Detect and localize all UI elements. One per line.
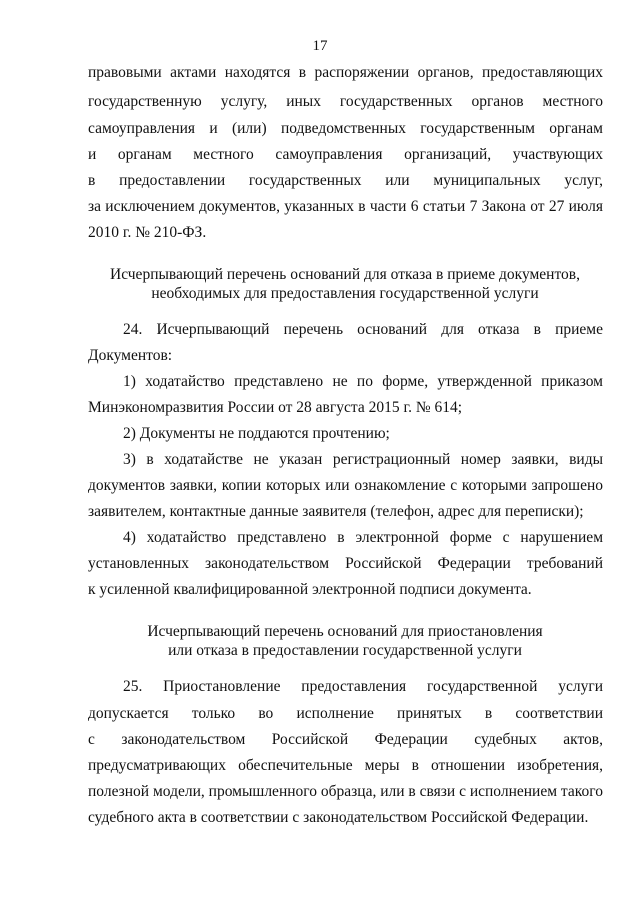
section-heading-line: Исчерпывающий перечень оснований для отказа в приеме документов, [110, 266, 580, 283]
paragraph-line: государственную услугу, иных государственных органов местного [88, 93, 603, 110]
paragraph-line: Документов: [88, 347, 173, 364]
section-heading-line: Исчерпывающий перечень оснований для приостановления [147, 623, 543, 640]
paragraph-line: 1) ходатайство представлено не по форме, утвержденной приказом [123, 373, 603, 390]
paragraph-line: к усиленной квалифицированной электронной подписи документа. [88, 581, 532, 598]
paragraph-line: допускается только во исполнение принятых в соответствии [88, 705, 603, 722]
paragraph-line: заявителем, контактные данные заявителя (телефон, адрес для переписки); [88, 503, 584, 520]
paragraph-line: 24. Исчерпывающий перечень оснований для отказа в приеме [123, 321, 603, 338]
paragraph-line: самоуправления и (или) подведомственных государственным органам [88, 120, 603, 137]
paragraph-line: полезной модели, промышленного образца, или в связи с исполнением такого [88, 783, 603, 800]
paragraph-line: с законодательством Российской Федерации судебных актов, [88, 731, 603, 748]
paragraph-line: правовыми актами находятся в распоряжении органов, предоставляющих [88, 64, 603, 81]
paragraph-line: предусматривающих обеспечительные меры в отношении изобретения, [88, 757, 603, 774]
paragraph-line: 2010 г. № 210-ФЗ. [88, 224, 207, 241]
section-heading-line: или отказа в предоставлении государственной услуги [168, 642, 522, 659]
paragraph-line: документов заявки, копии которых или ознакомление с которыми запрошено [88, 477, 603, 494]
paragraph-line: в предоставлении государственных или муниципальных услуг, [88, 172, 603, 189]
paragraph-line: за исключением документов, указанных в части 6 статьи 7 Закона от 27 июля [88, 198, 603, 215]
paragraph-line: 2) Документы не поддаются прочтению; [123, 425, 390, 442]
paragraph-line: Минэкономразвития России от 28 августа 2015 г. № 614; [88, 399, 463, 416]
paragraph-line: судебного акта в соответствии с законодательством Российской Федерации. [88, 809, 589, 826]
paragraph-line: установленных законодательством Российской Федерации требований [88, 555, 603, 572]
section-heading-line: необходимых для предоставления государственной услуги [151, 285, 539, 302]
page-number: 17 [312, 38, 328, 54]
paragraph-line: и органам местного самоуправления организаций, участвующих [88, 146, 603, 163]
paragraph-line: 3) в ходатайстве не указан регистрационный номер заявки, виды [123, 451, 603, 468]
paragraph-line: 25. Приостановление предоставления государственной услуги [123, 678, 603, 695]
paragraph-line: 4) ходатайство представлено в электронной форме с нарушением [123, 529, 603, 546]
